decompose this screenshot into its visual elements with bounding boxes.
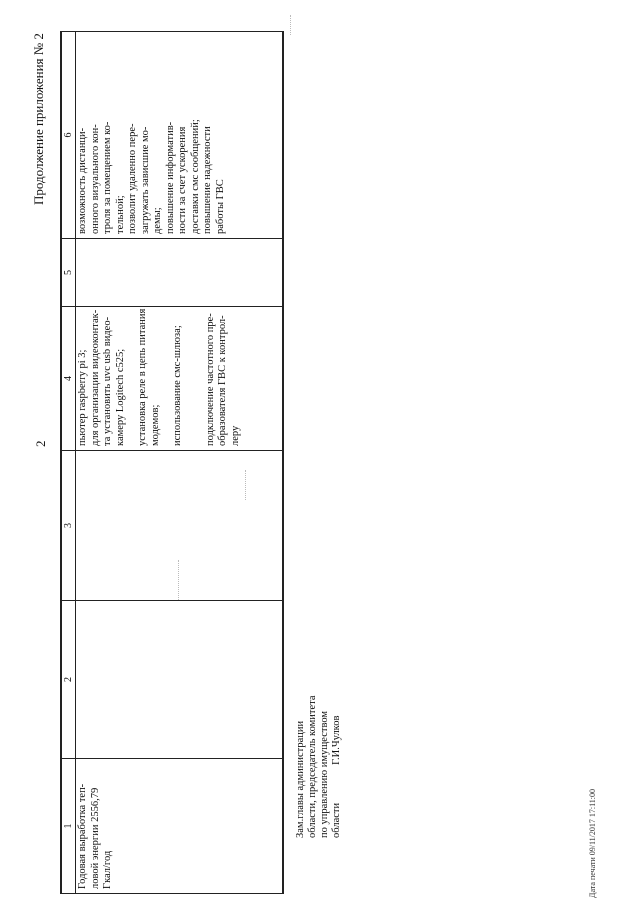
- signature-line: по управлению имуществом: [319, 710, 330, 838]
- column-number: 5: [62, 239, 76, 307]
- signer-name: Г.И.Чулков: [331, 715, 342, 765]
- cell-text-line: работы ГВС: [214, 179, 226, 234]
- signature-line: области: [331, 802, 342, 838]
- effects-cell: [76, 32, 283, 239]
- cell-text-line: повышение информатив-: [164, 121, 176, 234]
- cell-text-line: пьютер raspberry pi 3;: [77, 349, 88, 446]
- cell-text-line: Годовая выработка теп-: [77, 783, 88, 889]
- cell-text-line: повышение надежности: [202, 126, 213, 234]
- cell-text-line: установка реле в цепь питания: [137, 308, 148, 446]
- cell-text-line: демы;: [152, 207, 163, 234]
- measures-cell: [76, 307, 283, 451]
- cell-text-line: ловой энергии 2556,79: [89, 787, 101, 889]
- paragraph-gap: [162, 311, 172, 446]
- cell-text-line: загружать зависшие мо-: [139, 126, 151, 234]
- cell-text-line: троля за помещением ко-: [102, 121, 113, 234]
- column-number: 2: [62, 601, 76, 759]
- cell-text-line: леру: [229, 425, 241, 446]
- print-date: Дата печати 09/11/2017 17:11:00: [588, 788, 597, 898]
- cell-text-line: образователя ГВС к контрол-: [217, 315, 228, 446]
- column-number: 4: [62, 307, 76, 451]
- scan-artifact: [178, 560, 179, 600]
- paragraph-gap: [185, 311, 195, 446]
- cell-text-line: тельной;: [114, 195, 126, 234]
- empty-cell: [76, 601, 283, 759]
- paragraph-gap: [127, 311, 137, 446]
- cell-text-line: ности за счет ускорения: [177, 126, 188, 234]
- appendix-title: Продолжение приложения № 2: [31, 33, 46, 205]
- annual-output-cell: [76, 759, 283, 894]
- cell-text-line: та установить uvc usb видео-: [102, 316, 113, 446]
- cell-text-line: онного визуального кон-: [89, 124, 101, 234]
- cell-text-line: доставки смс сообщений;: [189, 119, 201, 234]
- cell-text-line: модемов;: [149, 404, 161, 446]
- signature-block: [295, 638, 343, 838]
- cell-text-line: позволит удаленно пере-: [127, 123, 138, 234]
- cell-text-line: Гкал/год: [102, 850, 113, 889]
- empty-cell: [76, 451, 283, 601]
- cell-text-line: подключение частотного пре-: [204, 313, 216, 446]
- page-number: 2: [33, 440, 48, 447]
- cell-text-line: возможность дистанци-: [77, 127, 88, 234]
- scan-artifact: [245, 470, 246, 500]
- table-row: [76, 32, 283, 894]
- column-number: 1: [62, 759, 76, 894]
- column-number: 6: [62, 32, 76, 239]
- column-number: 3: [62, 451, 76, 601]
- cell-text-line: использование смс-шлюза;: [172, 325, 183, 446]
- table-container: [60, 31, 284, 894]
- column-number-row: [62, 32, 76, 894]
- signature-line: области, председатель комитета: [307, 695, 318, 838]
- empty-cell: [76, 239, 283, 307]
- paragraph-gap: [195, 311, 205, 446]
- signature-line: Зам.главы администрации: [295, 720, 306, 838]
- scan-artifact: [290, 15, 291, 35]
- cell-text-line: камеру Logitech c525;: [114, 348, 126, 446]
- cell-text-line: для организации видеоконтак-: [89, 309, 101, 446]
- data-table: [61, 31, 283, 894]
- signature-name-line: [331, 638, 343, 838]
